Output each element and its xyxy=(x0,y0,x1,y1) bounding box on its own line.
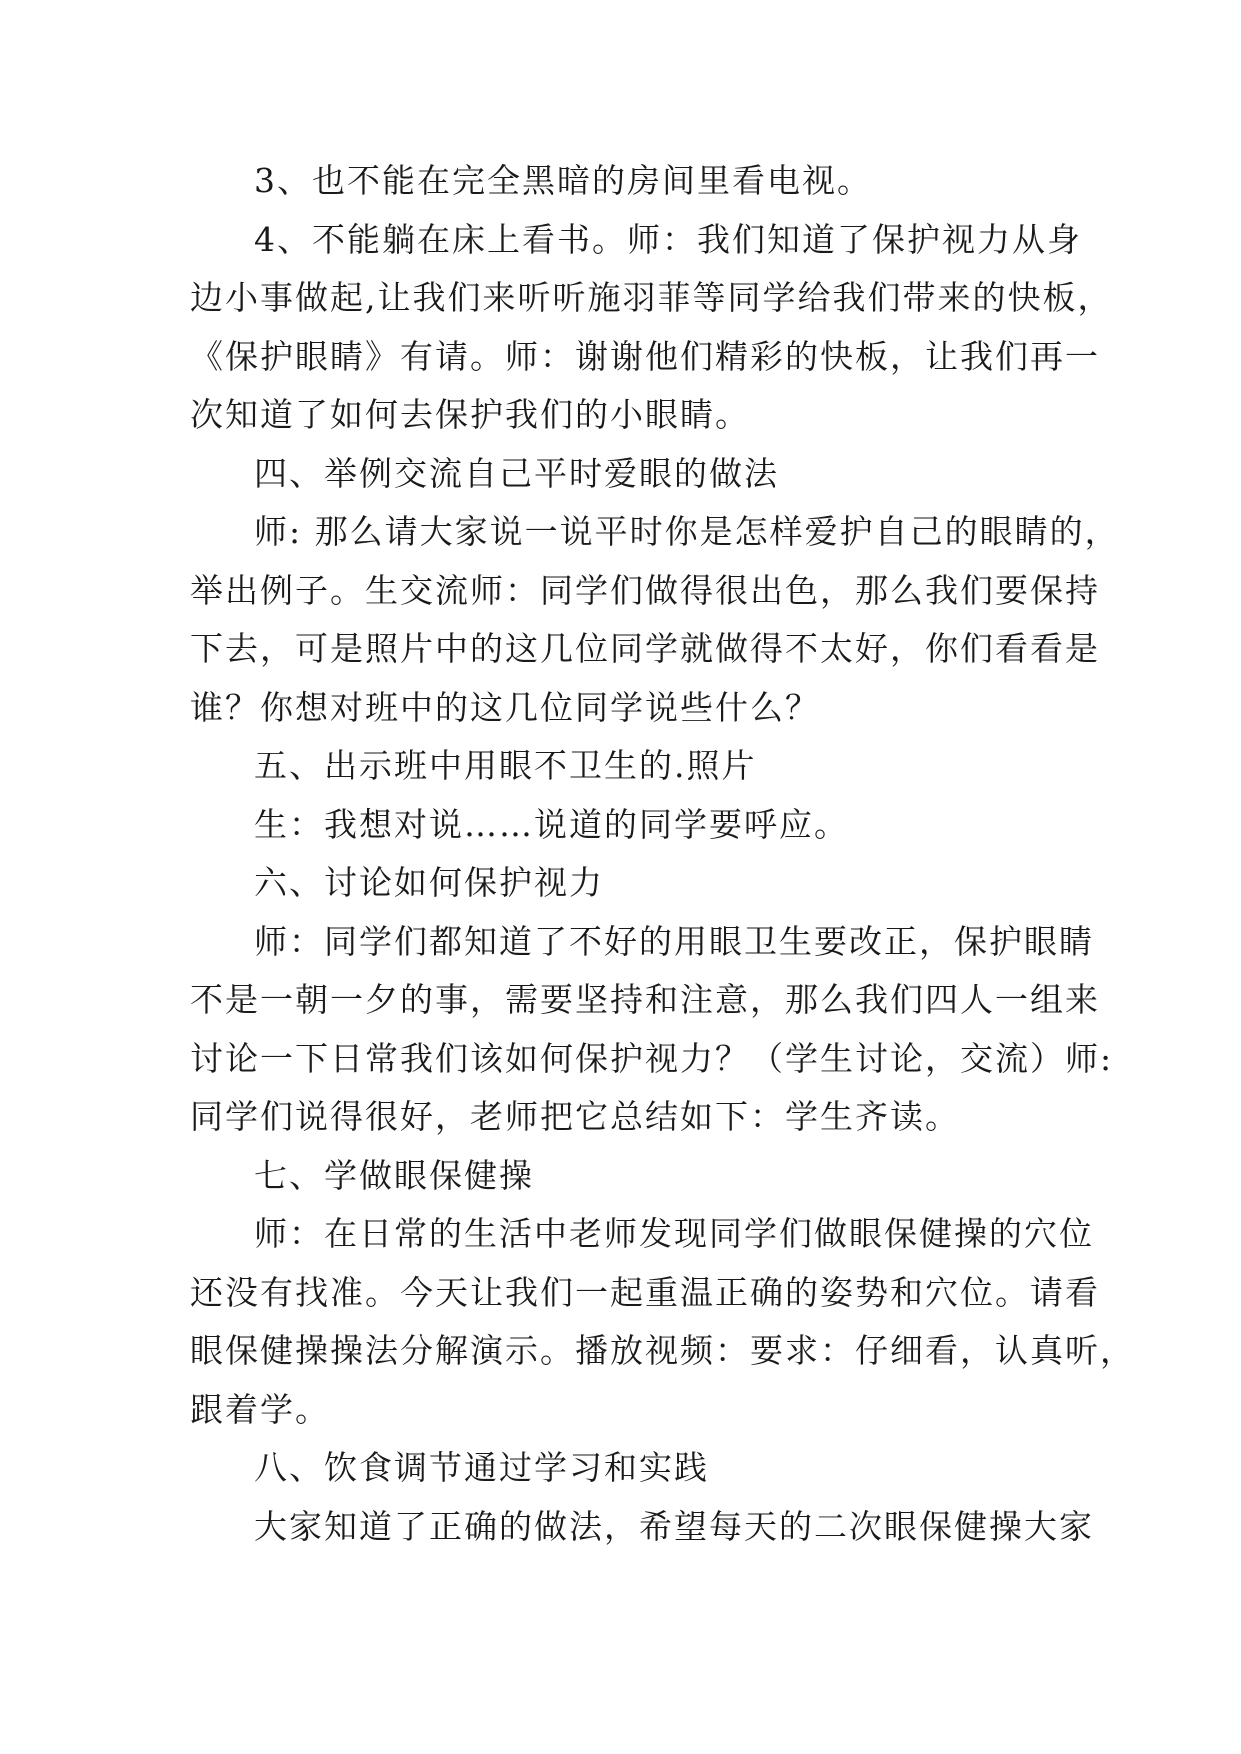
document-body xyxy=(190,152,1135,1556)
text-line: 举出例子。生交流师：同学们做得很出色，那么我们要保持 xyxy=(190,570,1100,610)
text-line: 讨论一下日常我们该如何保护视力？（学生讨论，交流）师: xyxy=(190,1038,1114,1078)
text-line: 师：同学们都知道了不好的用眼卫生要改正，保护眼睛 xyxy=(254,921,1094,961)
text-line: 同学们说得很好，老师把它总结如下：学生齐读。 xyxy=(190,1097,960,1136)
text-line: 边小事做起,让我们来听听施羽菲等同学给我们带来的快板， xyxy=(190,278,1113,317)
section-heading: 五、出示班中用眼不卫生的.照片 xyxy=(254,746,757,785)
text-line: 下去，可是照片中的这几位同学就做得不太好，你们看看是 xyxy=(190,629,1100,668)
text-line: 不是一朝一夕的事，需要坚持和注意，那么我们四人一组来 xyxy=(190,980,1100,1019)
text-line: 眼保健操操法分解演示。播放视频：要求：仔细看，认真听， xyxy=(190,1331,1135,1370)
section-heading: 四、举例交流自己平时爱眼的做法 xyxy=(254,453,779,493)
text-line: 4、不能躺在床上看书。师：我们知道了保护视力从身 xyxy=(254,219,1082,259)
text-line: 生：我想对说……说道的同学要呼应。 xyxy=(254,804,849,844)
text-line: 大家知道了正确的做法，希望每天的二次眼保健操大家 xyxy=(254,1506,1094,1546)
text-line: 跟着学。 xyxy=(190,1389,330,1429)
text-line: 师: 那么请大家说一说平时你是怎样爱护自己的眼睛的， xyxy=(254,512,1120,551)
text-line: 师：在日常的生活中老师发现同学们做眼保健操的穴位 xyxy=(254,1214,1094,1253)
text-line: 《保护眼睛》有请。师：谢谢他们精彩的快板，让我们再一 xyxy=(190,336,1100,376)
section-heading: 六、讨论如何保护视力 xyxy=(254,863,604,902)
text-line: 次知道了如何去保护我们的小眼睛。 xyxy=(190,395,750,434)
text-line: 还没有找准。今天让我们一起重温正确的姿势和穴位。请看 xyxy=(190,1272,1100,1312)
section-heading: 七、学做眼保健操 xyxy=(254,1155,534,1195)
text-line: 谁？你想对班中的这几位同学说些什么？ xyxy=(190,687,820,727)
section-heading: 八、饮食调节通过学习和实践 xyxy=(254,1448,709,1487)
text-line: 3、也不能在完全黑暗的房间里看电视。 xyxy=(254,161,872,200)
